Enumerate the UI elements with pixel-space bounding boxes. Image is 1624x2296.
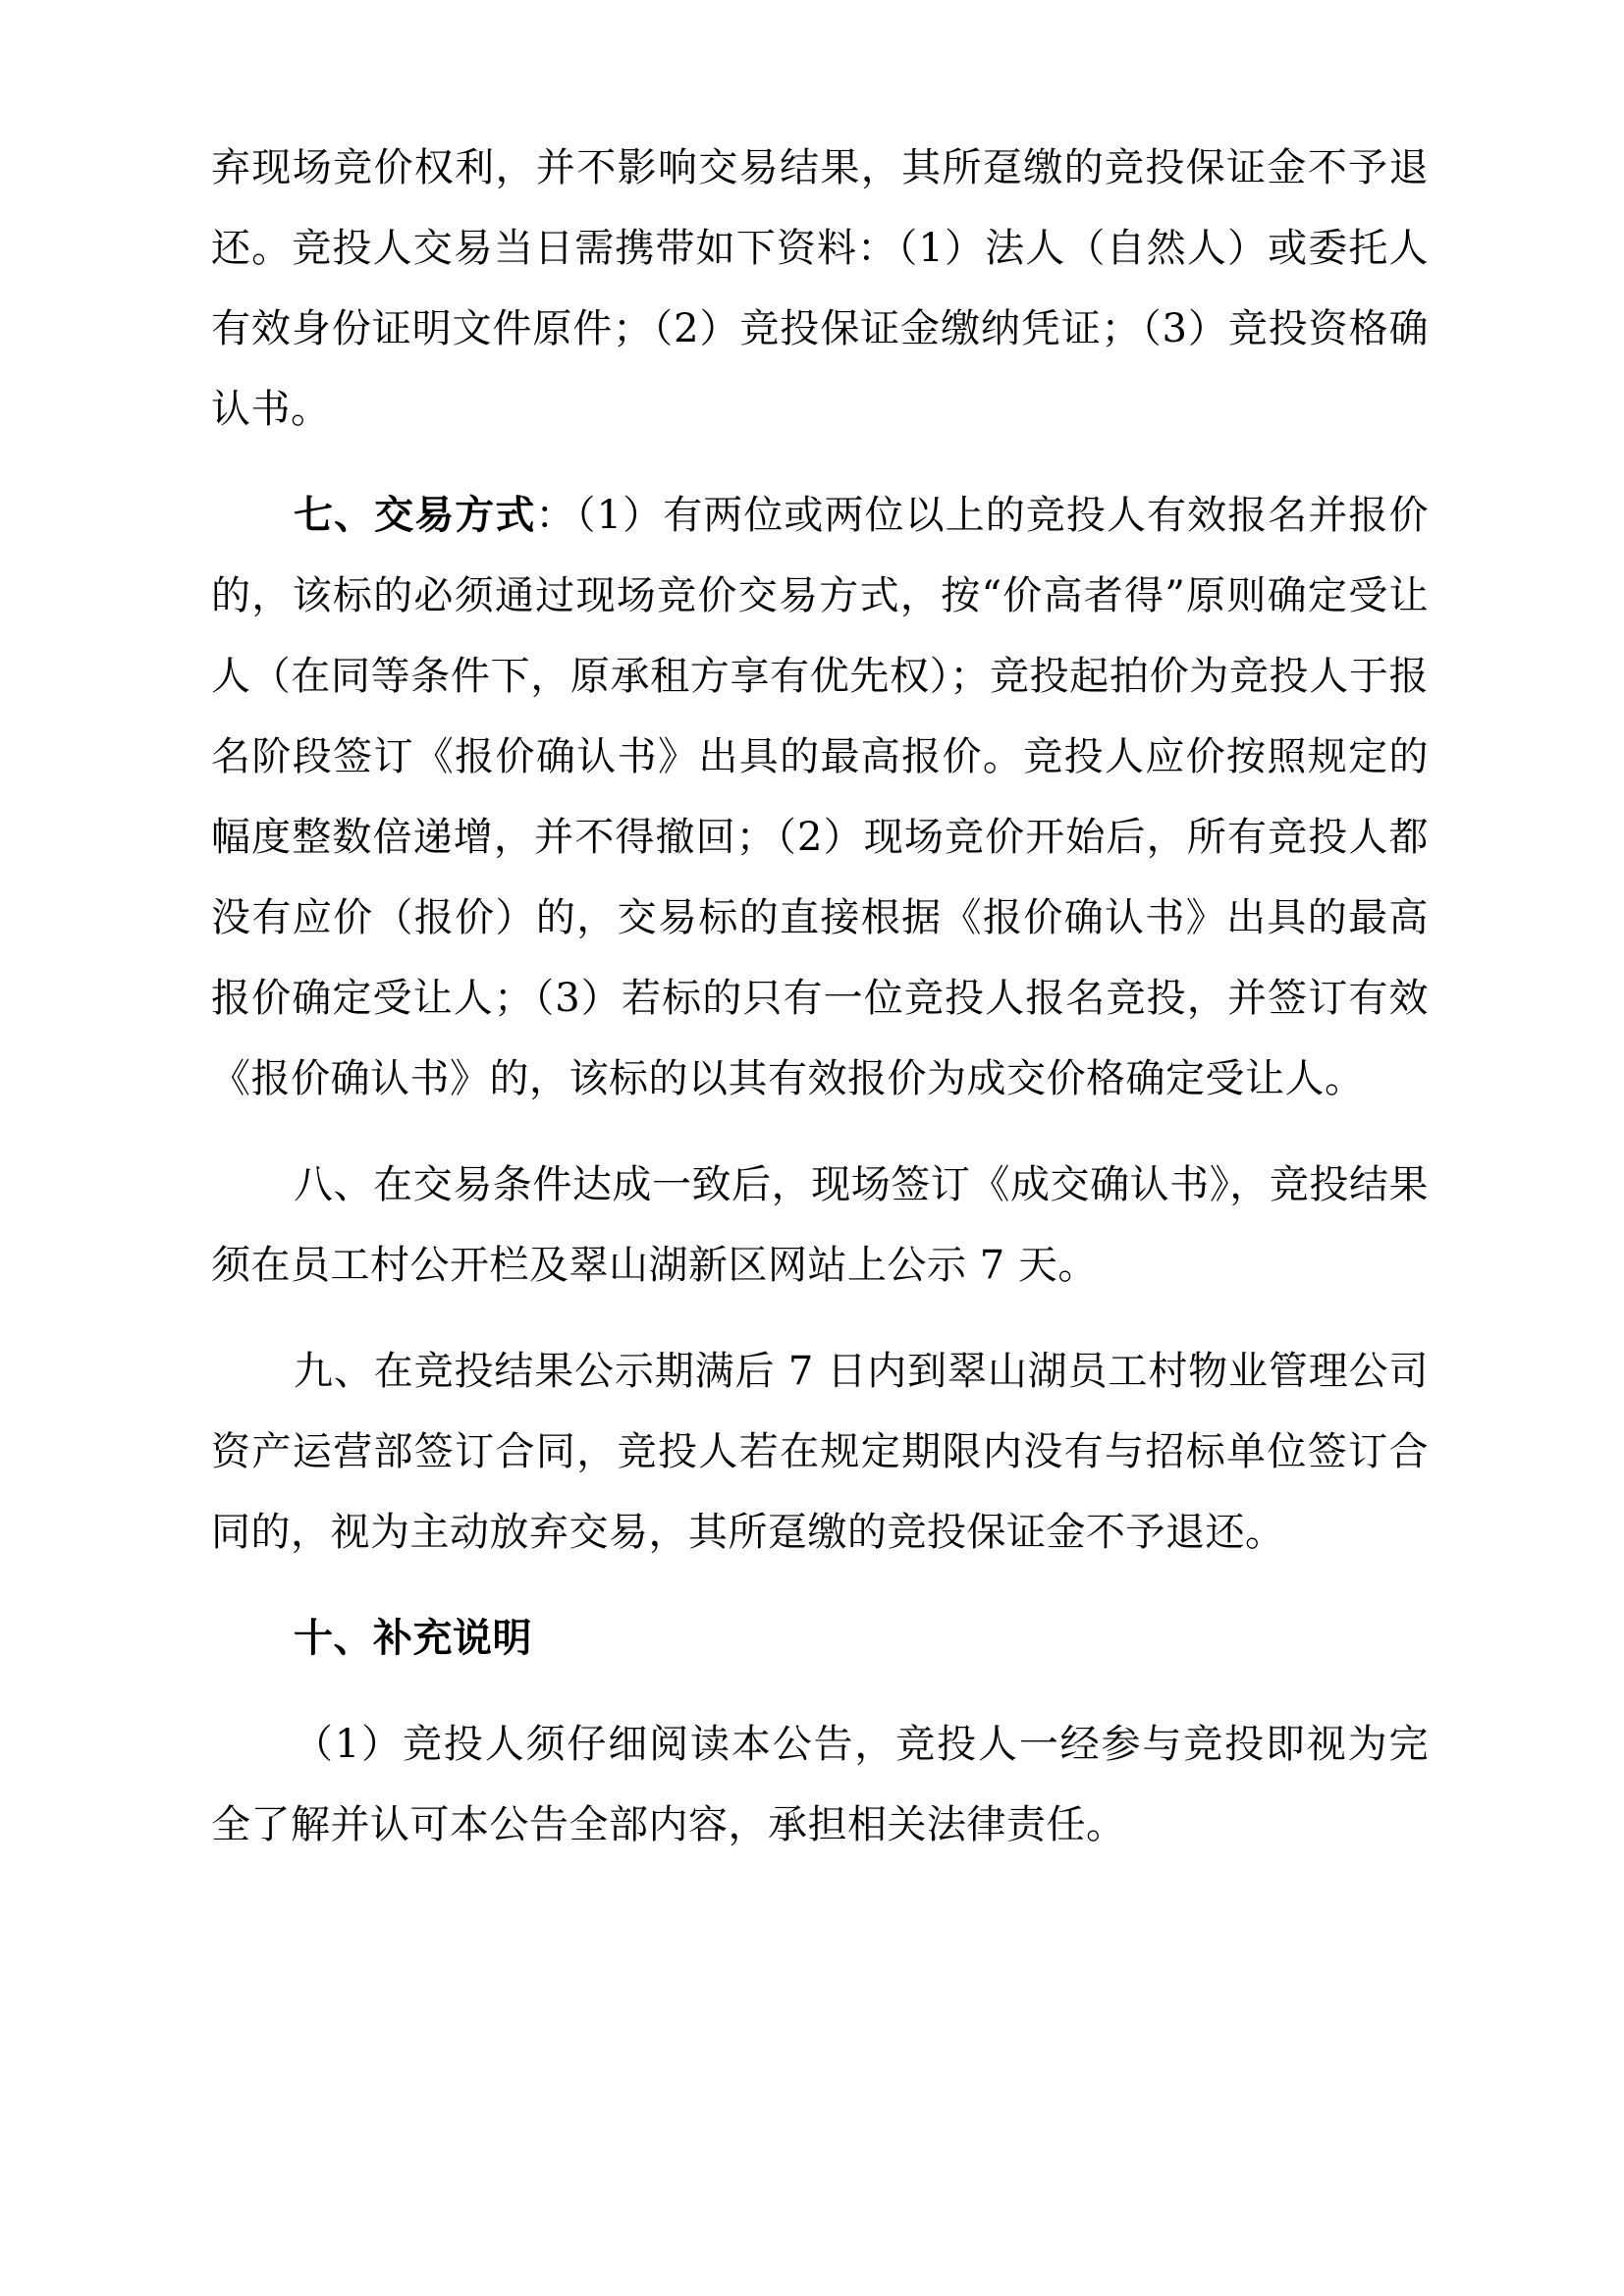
paragraph-lead-label: 七、交易方式 (294, 492, 536, 538)
paragraph-item-ten-1 (211, 1704, 1429, 1865)
paragraph-item-seven (211, 475, 1429, 1119)
section-heading-label: 十、补充说明 (294, 1615, 532, 1661)
paragraph-item-ten-heading (211, 1598, 1429, 1679)
paragraph-text: （1）竞投人须仔细阅读本公告，竞投人一经参与竞投即视为完全了解并认可本公告全部内容，承担相关法律责任。 (211, 1722, 1429, 1847)
paragraph-text: ：（1）有两位或两位以上的竞投人有效报名并报价的，该标的必须通过现场竞价交易方式，按“价高者得”原则确定受让人（在同等条件下，原承租方享有优先权）；竞投起拍价为竞投人于报名阶段签订《报价确认书》出具的最高报价。竞投人应价按照规定的幅度整数倍递增，并不得撤回；（2）现场竞价开始后，所有竞投人都没有应价（报价）的，交易标的直接根据《报价确认书》出具的最高报价确定受让人；（3）若标的只有一位竞投人报名竞投，并签订有效《报价确认书》的，该标的以其有效报价为成交价格确定受让人。 (211, 493, 1430, 1101)
paragraph-text: 九、在竞投结果公示期满后 7 日内到翠山湖员工村物业管理公司资产运营部签订合同，竞投人若在规定期限内没有与招标单位签订合同的，视为主动放弃交易，其所趸缴的竞投保证金不予退还。 (211, 1349, 1429, 1555)
paragraph-text: 八、在交易条件达成一致后，现场签订《成交确认书》，竞投结果须在员工村公开栏及翠山湖新区网站上公示 7 天。 (211, 1162, 1429, 1288)
paragraph-item-nine (211, 1331, 1429, 1573)
paragraph-item-eight (211, 1145, 1429, 1306)
paragraph-text: 弃现场竞价权利，并不影响交易结果，其所趸缴的竞投保证金不予退还。竞投人交易当日需携带如下资料：（1）法人（自然人）或委托人有效身份证明文件原件；（2）竞投保证金缴纳凭证；（3）竞投资格确认书。 (211, 145, 1429, 432)
paragraph-continuation (211, 128, 1429, 450)
document-body (211, 128, 1429, 1865)
